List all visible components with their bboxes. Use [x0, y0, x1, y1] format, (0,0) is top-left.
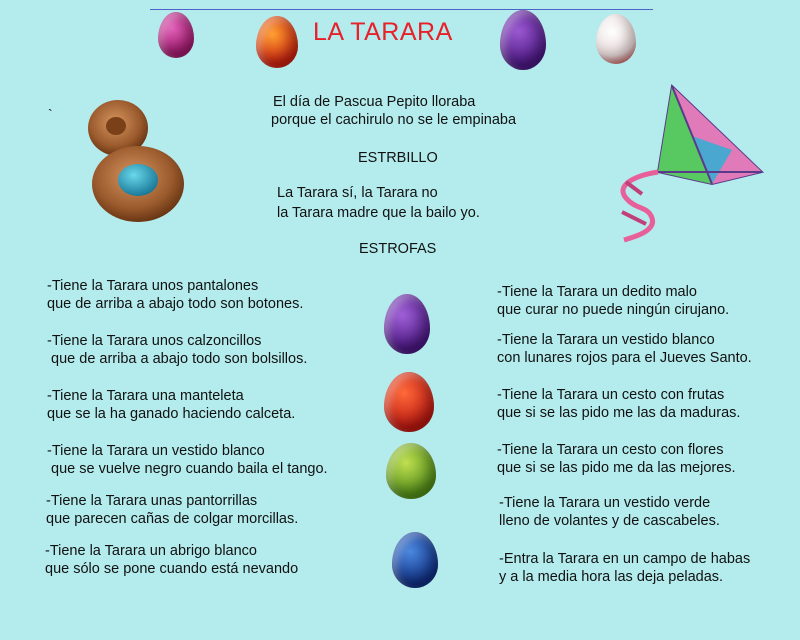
- left-verse-5-line-1: -Tiene la Tarara unas pantorrillas: [46, 493, 258, 509]
- right-verse-1-line-1: -Tiene la Tarara un dedito malo: [497, 284, 697, 300]
- intro-line-2: porque el cachirulo no se le empinaba: [271, 112, 517, 128]
- easter-egg-green-icon: [386, 443, 436, 499]
- right-verse-5-line-1: -Tiene la Tarara un vestido verde: [499, 495, 711, 511]
- intro-line-1: El día de Pascua Pepito lloraba: [273, 94, 476, 110]
- page-title: LA TARARA: [313, 18, 453, 46]
- left-verse-4-line-1: -Tiene la Tarara un vestido blanco: [47, 443, 265, 459]
- tick-mark: `: [48, 106, 53, 122]
- easter-egg-orange-icon: [256, 16, 298, 68]
- left-verse-2-line-1: -Tiene la Tarara unos calzoncillos: [47, 333, 262, 349]
- mona-de-pascua-icon: [78, 96, 188, 226]
- left-verse-3-line-2: que se la ha ganado haciendo calceta.: [47, 406, 296, 422]
- left-verse-2-line-2: que de arriba a abajo todo son bolsillos.: [47, 351, 308, 367]
- right-verse-6-line-2: y a la media hora las deja peladas.: [499, 569, 724, 585]
- right-verse-3-line-1: -Tiene la Tarara un cesto con frutas: [497, 387, 725, 403]
- right-verse-2-line-2: con lunares rojos para el Jueves Santo.: [497, 350, 752, 366]
- easter-egg-purple-icon: [384, 294, 430, 354]
- estribillo-line-1: La Tarara sí, la Tarara no: [277, 185, 438, 201]
- right-verse-3-line-2: que si se las pido me las da maduras.: [497, 405, 741, 421]
- left-verse-4-line-2: que se vuelve negro cuando baila el tango.: [47, 461, 328, 477]
- estribillo-line-2: la Tarara madre que la bailo yo.: [277, 205, 480, 221]
- right-verse-1-line-2: que curar no puede ningún cirujano.: [497, 302, 730, 318]
- right-verse-6-line-1: -Entra la Tarara en un campo de habas: [499, 551, 751, 567]
- left-verse-1-line-2: que de arriba a abajo todo son botones.: [47, 296, 304, 312]
- right-verse-5-line-2: lleno de volantes y de cascabeles.: [499, 513, 720, 529]
- easter-egg-blue-icon: [392, 532, 438, 588]
- right-verse-4-line-2: que si se las pido me da las mejores.: [497, 460, 736, 476]
- estribillo-heading: ESTRBILLO: [358, 150, 438, 166]
- kite-icon: [612, 80, 772, 250]
- easter-egg-red-icon: [384, 372, 434, 432]
- easter-egg-magenta-icon: [158, 12, 194, 58]
- left-verse-6-line-2: que sólo se pone cuando está nevando: [45, 561, 299, 577]
- easter-egg-purple-icon: [500, 10, 546, 70]
- right-verse-2-line-1: -Tiene la Tarara un vestido blanco: [497, 332, 715, 348]
- left-verse-5-line-2: que parecen cañas de colgar morcillas.: [46, 511, 299, 527]
- estrofas-heading: ESTROFAS: [359, 241, 437, 257]
- top-divider: [150, 9, 653, 10]
- easter-egg-white-red-icon: [596, 14, 636, 64]
- left-verse-6-line-1: -Tiene la Tarara un abrigo blanco: [45, 543, 257, 559]
- left-verse-1-line-1: -Tiene la Tarara unos pantalones: [47, 278, 259, 294]
- left-verse-3-line-1: -Tiene la Tarara una manteleta: [47, 388, 244, 404]
- right-verse-4-line-1: -Tiene la Tarara un cesto con flores: [497, 442, 724, 458]
